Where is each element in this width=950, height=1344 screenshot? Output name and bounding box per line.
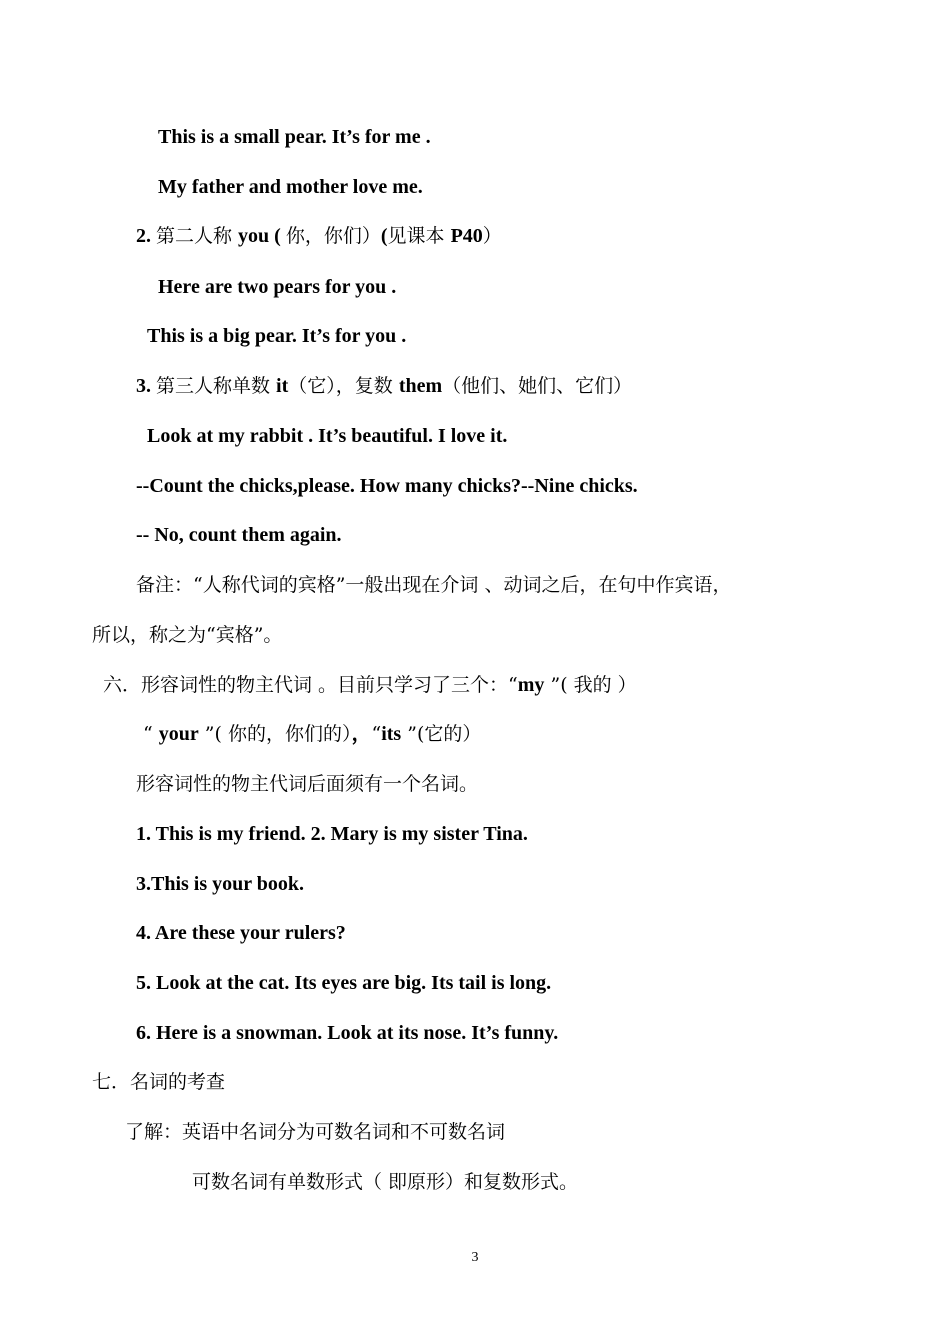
text-run: 你，你们） [285,225,381,247]
bold-text-run: 4. Are these your rulers? [136,922,346,944]
bold-text-run: This is a big pear. It’s for you . [147,325,407,347]
text-run: ”( 我的 ） [544,674,637,696]
bold-text-run: --Count the chicks,please. How many chicks?--Nine chicks. [136,475,638,497]
page-number: 3 [471,1250,479,1265]
bold-text-run: This is a small pear. It’s for me . [158,126,431,148]
text-run: 备注：“人称代词的宾格”一般出现在介词 、动词之后，在句中作宾语， [136,574,732,596]
bold-text-run: my [517,674,545,696]
bold-text-run: My father and mother love me. [158,176,423,198]
text-run: （它），复数 [288,375,399,397]
bold-text-run: 5. Look at the cat. Its eyes are big. Its tail is long. [136,972,552,994]
text-line [136,224,502,248]
text-run: ”(它的） [401,723,482,745]
text-line [136,474,638,498]
text-run: 所以，称之为“宾格”。 [92,624,283,646]
text-line [158,125,431,149]
text-run: 六．形容词性的物主代词 。目前只学习了三个：“ [103,674,518,696]
text-run: ） [482,225,502,247]
text-line [143,722,481,746]
text-run: 可数名词有单数形式（ 即原形）和复数形式。 [192,1171,579,1193]
text-line [92,1070,225,1094]
bold-text-run: 3.This is your book. [136,873,305,895]
bold-text-run: -- No, count them again. [136,524,342,546]
text-run: 第三人称单数 [156,375,277,397]
text-line [147,324,406,348]
text-run: 形容词性的物主代词后面须有一个名词。 [136,773,479,795]
bold-text-run: Here are two pears for you . [158,276,397,298]
text-line [136,921,346,945]
bold-text-run: ( [380,225,388,247]
text-line [192,1170,578,1194]
bold-text-run: ， [351,723,372,745]
bold-text-run: P40 [450,225,483,247]
bold-text-run: Look at my rabbit . It’s beautiful. I love it. [147,425,508,447]
text-run: ”( 你的，你们的） [198,723,352,745]
bold-text-run: 3. [136,375,156,397]
text-run: 第二人称 [156,225,239,247]
text-run: “ [143,723,159,745]
text-line [158,275,396,299]
bold-text-run: them [398,375,443,397]
text-line [136,523,342,547]
text-line [125,1120,505,1144]
text-run: “ [371,723,382,745]
bold-text-run: 2. [136,225,156,247]
bold-text-run: your [158,723,199,745]
text-line [136,822,528,846]
text-line [136,772,478,796]
bold-text-run: it [276,375,289,397]
text-line [136,573,731,597]
text-line [147,424,507,448]
text-run: 了解：英语中名词分为可数名词和不可数名词 [125,1121,506,1143]
text-line [136,374,632,398]
text-line [136,1021,558,1045]
bold-text-run: its [381,723,402,745]
text-line [136,971,551,995]
bold-text-run: you ( [238,225,286,247]
text-line [136,872,304,896]
text-line [103,673,637,697]
text-line [158,175,423,199]
text-run: 七．名词的考查 [92,1071,226,1093]
text-run: 见课本 [387,225,451,247]
text-run: （他们、她们、它们） [442,375,633,397]
bold-text-run: 1. This is my friend. 2. Mary is my sister Tina. [136,823,528,845]
bold-text-run: 6. Here is a snowman. Look at its nose. It’s funny. [136,1022,559,1044]
text-line [92,623,282,647]
